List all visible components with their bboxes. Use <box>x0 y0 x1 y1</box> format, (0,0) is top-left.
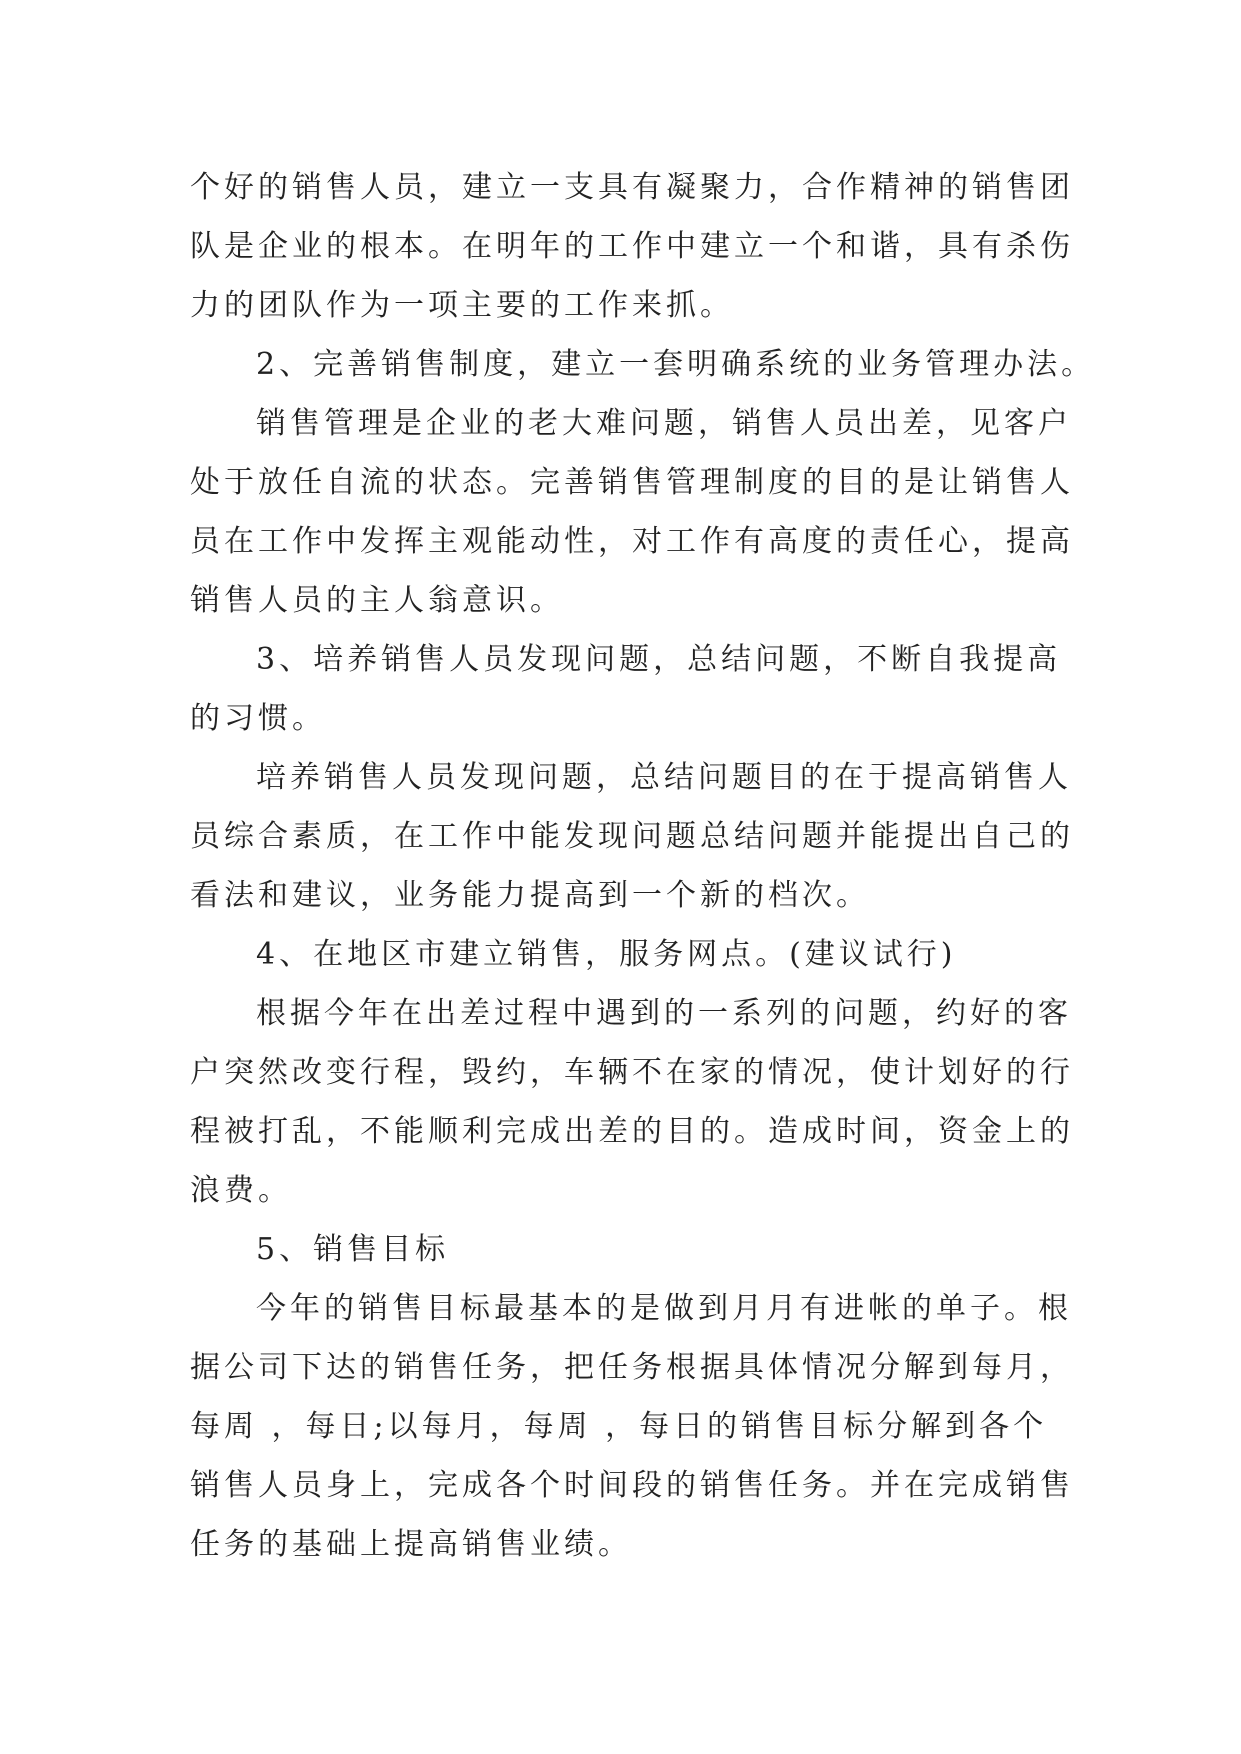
text-line: 力的团队作为一项主要的工作来抓。 <box>190 288 734 323</box>
text-line: 看法和建议，业务能力提高到一个新的档次。 <box>190 878 870 913</box>
text-line: 每周 ，每日;以每月，每周 ，每日的销售目标分解到各个 <box>190 1409 1048 1444</box>
text-line: 培养销售人员发现问题，总结问题目的在于提高销售人 <box>256 760 1072 795</box>
text-line: 据公司下达的销售任务，把任务根据具体情况分解到每月， <box>190 1350 1074 1385</box>
text-line: 个好的销售人员，建立一支具有凝聚力，合作精神的销售团 <box>190 170 1074 205</box>
text-line: 户突然改变行程，毁约，车辆不在家的情况，使计划好的行 <box>190 1055 1074 1090</box>
text-line: 处于放任自流的状态。完善销售管理制度的目的是让销售人 <box>190 465 1074 500</box>
text-line: 销售管理是企业的老大难问题，销售人员出差，见客户 <box>256 406 1072 441</box>
text-line: 浪费。 <box>190 1173 292 1208</box>
text-line: 队是企业的根本。在明年的工作中建立一个和谐，具有杀伤 <box>190 229 1074 264</box>
text-line: 销售人员身上，完成各个时间段的销售任务。并在完成销售 <box>190 1468 1074 1503</box>
text-line: 的习惯。 <box>190 701 326 736</box>
document-body <box>190 158 1096 1574</box>
text-line: 根据今年在出差过程中遇到的一系列的问题，约好的客 <box>256 996 1072 1031</box>
section-heading: 2、完善销售制度，建立一套明确系统的业务管理办法。 <box>256 347 1096 382</box>
text-line: 任务的基础上提高销售业绩。 <box>190 1527 632 1562</box>
text-line: 员在工作中发挥主观能动性，对工作有高度的责任心，提高 <box>190 524 1074 559</box>
text-line: 今年的销售目标最基本的是做到月月有进帐的单子。根 <box>256 1291 1072 1326</box>
text-line: 销售人员的主人翁意识。 <box>190 583 564 618</box>
section-heading: 4、在地区市建立销售，服务网点。(建议试行) <box>256 937 957 972</box>
section-heading: 5、销售目标 <box>256 1232 450 1267</box>
section-heading: 3、培养销售人员发现问题，总结问题，不断自我提高 <box>256 642 1062 677</box>
text-line: 员综合素质，在工作中能发现问题总结问题并能提出自己的 <box>190 819 1074 854</box>
text-line: 程被打乱，不能顺利完成出差的目的。造成时间，资金上的 <box>190 1114 1074 1149</box>
